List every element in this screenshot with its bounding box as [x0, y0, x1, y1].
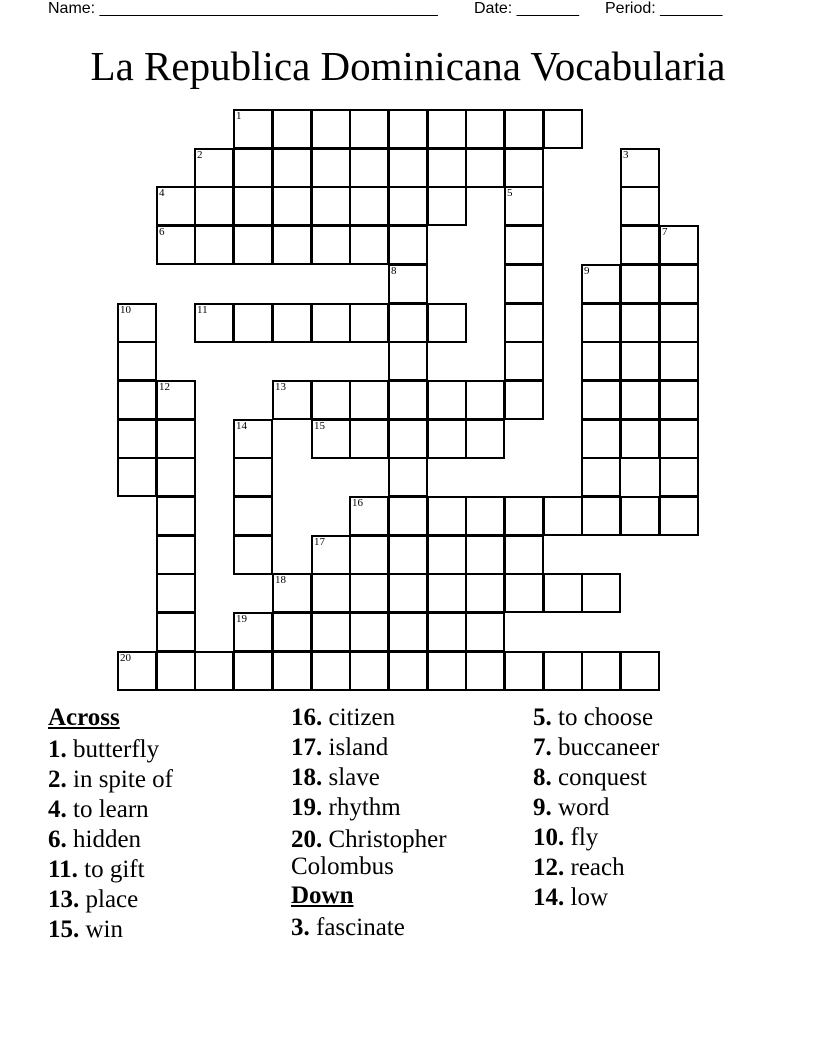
- clue-across-13: 13. place: [48, 886, 139, 913]
- crossword-cell[interactable]: [117, 651, 157, 691]
- crossword-cell[interactable]: [349, 573, 389, 613]
- crossword-cell[interactable]: [272, 573, 312, 613]
- crossword-cell[interactable]: [117, 303, 157, 343]
- clue-down-3: 3. fascinate: [291, 914, 405, 941]
- crossword-cell[interactable]: [156, 186, 196, 226]
- crossword-cell[interactable]: [427, 612, 467, 652]
- crossword-cell[interactable]: [311, 380, 351, 420]
- crossword-cell[interactable]: [620, 651, 660, 691]
- crossword-cell[interactable]: [581, 419, 621, 459]
- crossword-cell[interactable]: [233, 612, 273, 652]
- crossword-cell[interactable]: [272, 651, 312, 691]
- crossword-cell[interactable]: [659, 264, 699, 304]
- crossword-cell[interactable]: [427, 573, 467, 613]
- crossword-cell[interactable]: [311, 419, 351, 459]
- crossword-cell[interactable]: [504, 186, 544, 226]
- crossword-cell[interactable]: [311, 651, 351, 691]
- crossword-cell[interactable]: [659, 496, 699, 536]
- clue-number: 20: [120, 652, 131, 664]
- page-title: La Republica Dominicana Vocabularia: [90, 43, 726, 89]
- crossword-cell[interactable]: [233, 186, 273, 226]
- crossword-cell[interactable]: [620, 186, 660, 226]
- crossword-cell[interactable]: [581, 496, 621, 536]
- clue-across-6: 6. hidden: [48, 826, 142, 853]
- crossword-cell[interactable]: [388, 380, 428, 420]
- crossword-cell[interactable]: [388, 612, 428, 652]
- clue-number: 9: [584, 265, 590, 277]
- crossword-cell[interactable]: [581, 457, 621, 497]
- clue-number: 14: [236, 420, 247, 432]
- crossword-cell[interactable]: [156, 573, 196, 613]
- crossword-cell[interactable]: [233, 303, 273, 343]
- crossword-cell[interactable]: [504, 380, 544, 420]
- clue-number: 15: [314, 420, 325, 432]
- crossword-cell[interactable]: [620, 303, 660, 343]
- crossword-cell[interactable]: [156, 457, 196, 497]
- crossword-cell[interactable]: [233, 535, 273, 575]
- crossword-cell[interactable]: [543, 496, 583, 536]
- crossword-cell[interactable]: [465, 148, 505, 188]
- clue-across-15: 15. win: [48, 916, 123, 943]
- crossword-cell[interactable]: [233, 496, 273, 536]
- crossword-cell[interactable]: [504, 109, 544, 149]
- crossword-cell[interactable]: [504, 341, 544, 381]
- crossword-cell[interactable]: [581, 573, 621, 613]
- clue-down-10: 10. fly: [533, 824, 599, 851]
- clues-column-1: [48, 703, 278, 945]
- clue-number: 19: [236, 613, 247, 625]
- clue-down-7: 7. buccaneer: [533, 734, 660, 761]
- crossword-cell[interactable]: [427, 651, 467, 691]
- name-field: Name: ______________________________________: [48, 0, 438, 17]
- crossword-cell[interactable]: [233, 148, 273, 188]
- crossword-cell[interactable]: [156, 496, 196, 536]
- crossword-cell[interactable]: [427, 496, 467, 536]
- crossword-cell[interactable]: [349, 496, 389, 536]
- clue-number: 16: [352, 497, 363, 509]
- clue-number: 5: [507, 187, 513, 199]
- crossword-cell[interactable]: [349, 186, 389, 226]
- crossword-cell[interactable]: [233, 457, 273, 497]
- crossword-cell[interactable]: [581, 341, 621, 381]
- crossword-cell[interactable]: [659, 457, 699, 497]
- crossword-cell[interactable]: [427, 419, 467, 459]
- across-heading: Across: [48, 704, 120, 731]
- crossword-cell[interactable]: [427, 109, 467, 149]
- crossword-cell[interactable]: [504, 225, 544, 265]
- crossword-cell[interactable]: [272, 186, 312, 226]
- clue-across-20: 20. Christopher Colombus: [291, 826, 447, 880]
- crossword-cell[interactable]: [581, 380, 621, 420]
- crossword-cell[interactable]: [117, 380, 157, 420]
- clues-column-3: [533, 703, 773, 913]
- clues-column-2: [291, 703, 511, 943]
- crossword-cell[interactable]: [388, 303, 428, 343]
- clue-number: 3: [623, 149, 629, 161]
- crossword-cell[interactable]: [194, 303, 234, 343]
- crossword-cell[interactable]: [349, 303, 389, 343]
- crossword-cell[interactable]: [233, 651, 273, 691]
- crossword-cell[interactable]: [272, 380, 312, 420]
- crossword-cell[interactable]: [349, 651, 389, 691]
- crossword-cell[interactable]: [117, 457, 157, 497]
- clue-number: 10: [120, 304, 131, 316]
- crossword-cell[interactable]: [388, 225, 428, 265]
- date-field: Date: _______: [474, 0, 579, 17]
- clue-number: 4: [159, 187, 165, 199]
- crossword-cell[interactable]: [388, 419, 428, 459]
- crossword-cell[interactable]: [427, 380, 467, 420]
- crossword-cell[interactable]: [620, 341, 660, 381]
- crossword-cell[interactable]: [349, 380, 389, 420]
- crossword-cell[interactable]: [504, 264, 544, 304]
- clue-across-18: 18. slave: [291, 764, 380, 791]
- clue-number: 7: [662, 226, 668, 238]
- crossword-cell[interactable]: [117, 419, 157, 459]
- crossword-cell[interactable]: [349, 109, 389, 149]
- crossword-cell[interactable]: [659, 419, 699, 459]
- crossword-cell[interactable]: [311, 148, 351, 188]
- clue-number: 12: [159, 381, 170, 393]
- crossword-cell[interactable]: [465, 573, 505, 613]
- crossword-cell[interactable]: [311, 186, 351, 226]
- clue-across-19: 19. rhythm: [291, 794, 401, 821]
- crossword-cell[interactable]: [272, 225, 312, 265]
- crossword-cell[interactable]: [388, 535, 428, 575]
- crossword-cell[interactable]: [388, 651, 428, 691]
- crossword-cell[interactable]: [543, 573, 583, 613]
- crossword-cell[interactable]: [194, 148, 234, 188]
- crossword-cell[interactable]: [581, 264, 621, 304]
- crossword-cell[interactable]: [620, 496, 660, 536]
- crossword-cell[interactable]: [427, 148, 467, 188]
- clue-across-17: 17. island: [291, 734, 389, 761]
- crossword-cell[interactable]: [543, 651, 583, 691]
- clue-down-8: 8. conquest: [533, 764, 647, 791]
- clue-down-12: 12. reach: [533, 854, 625, 881]
- crossword-cell[interactable]: [504, 148, 544, 188]
- clue-number: 1: [236, 110, 242, 122]
- crossword-cell[interactable]: [388, 573, 428, 613]
- crossword-cell[interactable]: [156, 535, 196, 575]
- crossword-cell[interactable]: [311, 303, 351, 343]
- clue-down-5: 5. to choose: [533, 704, 654, 731]
- period-field: Period: _______: [605, 0, 723, 17]
- crossword-cell[interactable]: [465, 535, 505, 575]
- crossword-cell[interactable]: [311, 109, 351, 149]
- crossword-cell[interactable]: [504, 651, 544, 691]
- clue-down-9: 9. word: [533, 794, 610, 821]
- clue-number: 11: [197, 304, 208, 316]
- crossword-cell[interactable]: [465, 496, 505, 536]
- crossword-cell[interactable]: [156, 225, 196, 265]
- crossword-cell[interactable]: [311, 225, 351, 265]
- crossword-cell[interactable]: [233, 225, 273, 265]
- crossword-cell[interactable]: [272, 109, 312, 149]
- crossword-cell[interactable]: [388, 109, 428, 149]
- crossword-cell[interactable]: [504, 573, 544, 613]
- clue-across-4: 4. to learn: [48, 796, 149, 823]
- crossword-cell[interactable]: [388, 457, 428, 497]
- clue-number: 13: [275, 381, 286, 393]
- crossword-cell[interactable]: [349, 612, 389, 652]
- crossword-cell[interactable]: [156, 380, 196, 420]
- down-heading: Down: [291, 882, 354, 909]
- crossword-cell[interactable]: [388, 496, 428, 536]
- crossword-cell[interactable]: [388, 148, 428, 188]
- crossword-cell[interactable]: [117, 341, 157, 381]
- crossword-cell[interactable]: [659, 225, 699, 265]
- crossword-cell[interactable]: [465, 380, 505, 420]
- clue-across-16: 16. citizen: [291, 704, 396, 731]
- crossword-cell[interactable]: [427, 186, 467, 226]
- clue-across-2: 2. in spite of: [48, 766, 173, 793]
- crossword-cell[interactable]: [465, 651, 505, 691]
- crossword-cell[interactable]: [465, 109, 505, 149]
- crossword-cell[interactable]: [272, 612, 312, 652]
- crossword-cell[interactable]: [504, 303, 544, 343]
- crossword-cell[interactable]: [156, 651, 196, 691]
- crossword-cell[interactable]: [156, 612, 196, 652]
- crossword-cell[interactable]: [156, 419, 196, 459]
- clue-across-11: 11. to gift: [48, 856, 145, 883]
- crossword-cell[interactable]: [504, 496, 544, 536]
- crossword-cell[interactable]: [349, 148, 389, 188]
- crossword-cell[interactable]: [620, 225, 660, 265]
- clue-number: 17: [314, 536, 325, 548]
- crossword-cell[interactable]: [233, 109, 273, 149]
- crossword-cell[interactable]: [581, 303, 621, 343]
- clue-down-14: 14. low: [533, 884, 608, 911]
- crossword-cell[interactable]: [194, 651, 234, 691]
- crossword-cell[interactable]: [620, 419, 660, 459]
- crossword-cell[interactable]: [504, 535, 544, 575]
- crossword-cell[interactable]: [388, 186, 428, 226]
- crossword-cell[interactable]: [272, 303, 312, 343]
- clue-number: 2: [197, 149, 203, 161]
- crossword-cell[interactable]: [465, 612, 505, 652]
- crossword-cell[interactable]: [194, 186, 234, 226]
- clue-across-1: 1. butterfly: [48, 736, 160, 763]
- crossword-cell[interactable]: [581, 651, 621, 691]
- crossword-cell[interactable]: [388, 341, 428, 381]
- crossword-cell[interactable]: [465, 419, 505, 459]
- crossword-cell[interactable]: [659, 341, 699, 381]
- crossword-cell[interactable]: [659, 303, 699, 343]
- crossword-cell[interactable]: [349, 419, 389, 459]
- crossword-cell[interactable]: [620, 148, 660, 188]
- crossword-cell[interactable]: [311, 535, 351, 575]
- crossword-cell[interactable]: [311, 573, 351, 613]
- crossword-cell[interactable]: [349, 225, 389, 265]
- crossword-cell[interactable]: [388, 264, 428, 304]
- crossword-cell[interactable]: [233, 419, 273, 459]
- crossword-cell[interactable]: [272, 148, 312, 188]
- clue-number: 18: [275, 574, 286, 586]
- crossword-cell[interactable]: [311, 612, 351, 652]
- crossword-cell[interactable]: [427, 535, 467, 575]
- crossword-cell[interactable]: [543, 109, 583, 149]
- crossword-cell[interactable]: [349, 535, 389, 575]
- clue-number: 8: [391, 265, 397, 277]
- crossword-cell[interactable]: [620, 264, 660, 304]
- crossword-cell[interactable]: [194, 225, 234, 265]
- crossword-cell[interactable]: [427, 303, 467, 343]
- crossword-cell[interactable]: [620, 380, 660, 420]
- clue-number: 6: [159, 226, 165, 238]
- crossword-cell[interactable]: [659, 380, 699, 420]
